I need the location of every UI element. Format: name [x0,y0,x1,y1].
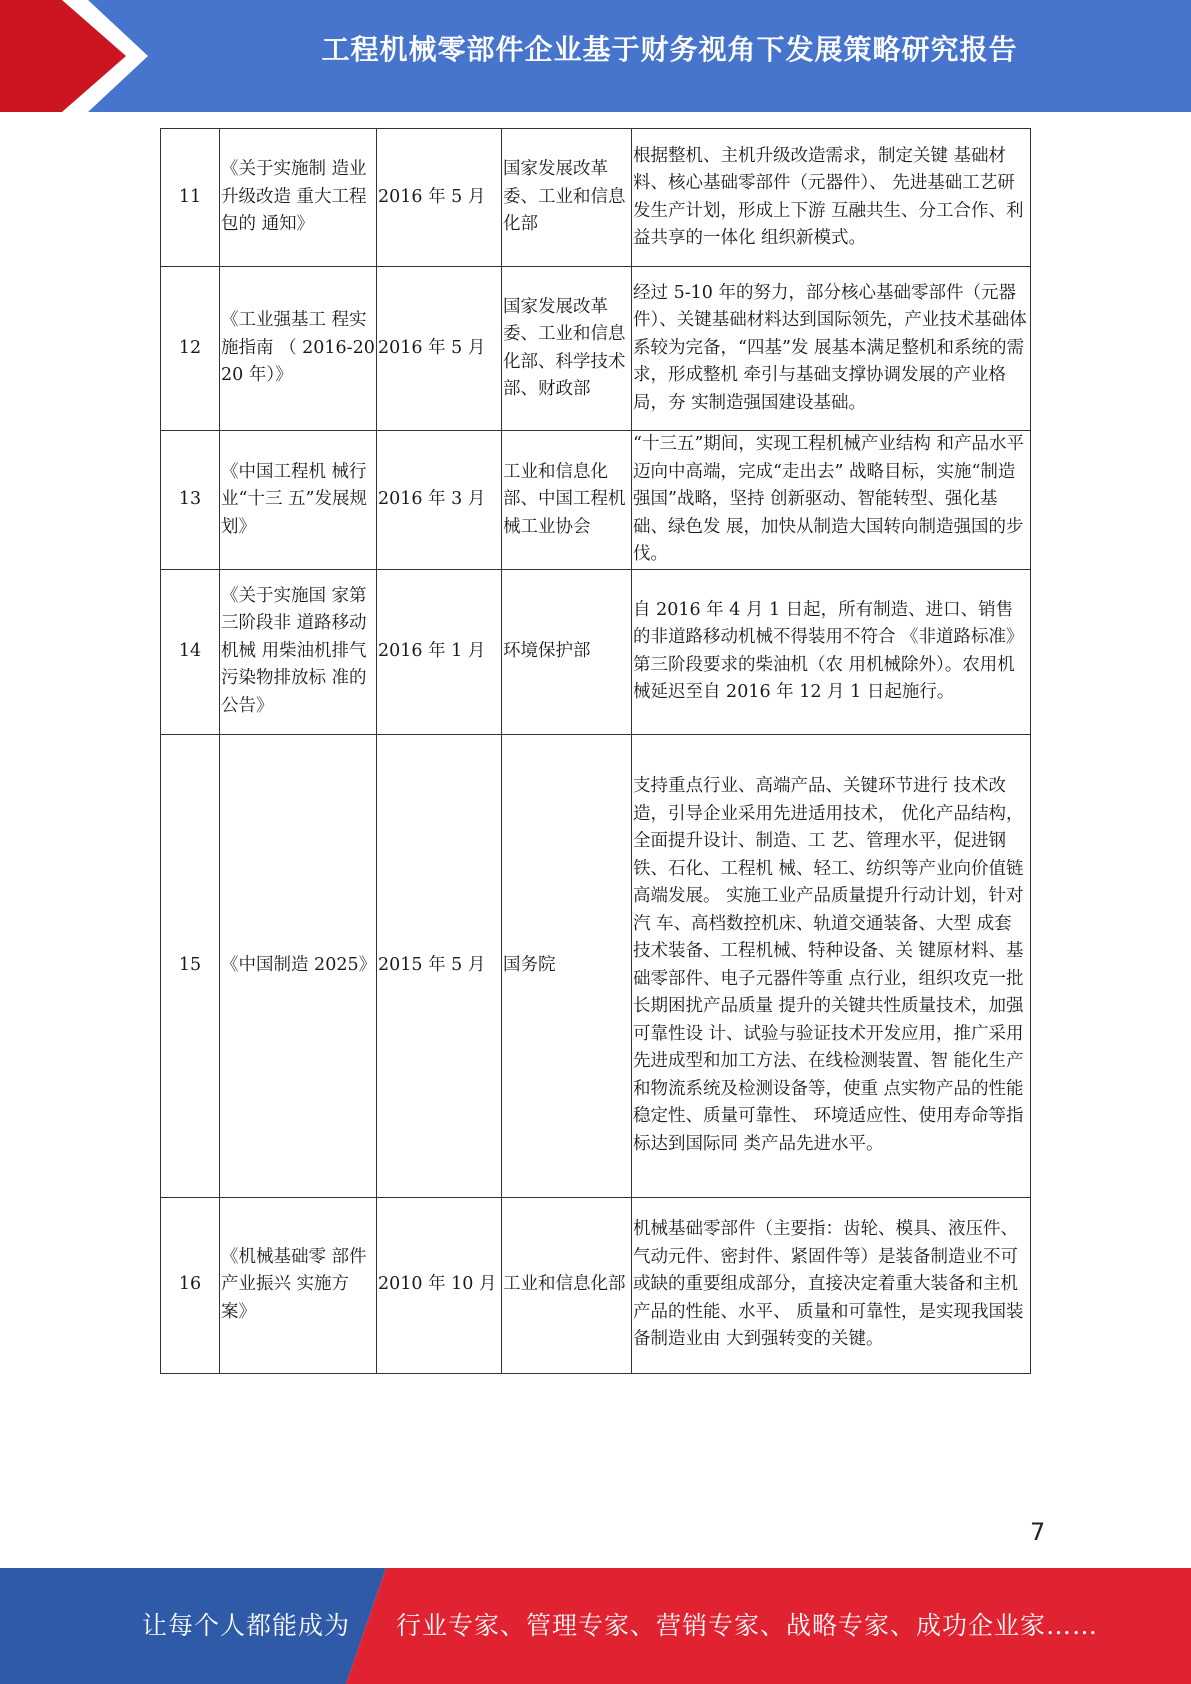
table-row [161,569,1031,734]
page-number: 7 [1030,1518,1046,1546]
document-title: 工程机械零部件企业基于财务视角下发展策略研究报告 [321,33,1018,66]
table-row [161,734,1031,1197]
policy-name: 《机械基础零 部件产业振兴 实施方案》 [220,1197,377,1373]
issuing-department: 国家发展改革委、工业和信息化部、科学技术部、财政部 [502,267,632,431]
row-number: 12 [161,267,220,431]
policy-content: 支持重点行业、高端产品、关键环节进行 技术改造，引导企业采用先进适用技术， 优化产品结构，全面提升设计、制造、工 艺、管理水平，促进钢铁、石化、工程机 械、轻工、纺织等产业向价值链高端发展。 实施工业产品质量提升行动计划，针对汽 车、高档数控机床、轨道交通装备、大型 成套技术装备、工程机械、特种设备、关 键原材料、基础零部件、电子元器件等重 点行业，组织攻克一批长期困扰产品质量 提升的关键共性质量技术，加强可靠性设 计、试验与验证技术开发应用，推广采用 先进成型和加工方法、在线检测装置、智 能化生产和物流系统及检测设备等，使重 点实物产品的性能稳定性、质量可靠性、 环境适应性、使用寿命等指标达到国际同 类产品先进水平。 [632,734,1031,1197]
issuing-department: 国家发展改革委、工业和信息化部 [502,129,632,267]
policy-content: 自 2016 年 4 月 1 日起，所有制造、进口、销售的非道路移动机械不得装用不符合 《非道路标准》第三阶段要求的柴油机（农 用机械除外）。农用机械延迟至自 2016 年 12 月 1 日起施行。 [632,569,1031,734]
policy-content: 根据整机、主机升级改造需求，制定关键 基础材料、核心基础零部件（元器件）、 先进基础工艺研发生产计划，形成上下游 互融共生、分工合作、利益共享的一体化 组织新模式。 [632,129,1031,267]
issue-date: 2015 年 5 月 [377,734,502,1197]
issue-date: 2010 年 10 月 [377,1197,502,1373]
table-row [161,129,1031,267]
page-header [0,0,1191,112]
issuing-department: 工业和信息化部 [502,1197,632,1373]
page-footer [0,1568,1191,1684]
issuing-department: 工业和信息化部、中国工程机械工业协会 [502,431,632,570]
issue-date: 2016 年 5 月 [377,129,502,267]
table-row [161,267,1031,431]
policy-name: 《关于实施制 造业升级改造 重大工程包的 通知》 [220,129,377,267]
issue-date: 2016 年 3 月 [377,431,502,570]
footer-slogan-right: 行业专家、管理专家、营销专家、战略专家、成功企业家…… [396,1611,1099,1640]
policy-name: 《中国工程机 械行业“十三 五”发展规划》 [220,431,377,570]
issuing-department: 国务院 [502,734,632,1197]
table-row [161,1197,1031,1373]
row-number: 11 [161,129,220,267]
table-row [161,431,1031,570]
policy-content: “十三五”期间，实现工程机械产业结构 和产品水平迈向中高端，完成“走出去” 战略目标，实施“制造强国”战略，坚持 创新驱动、智能转型、强化基础、绿色发 展，加快从制造大国转向制造强国的步伐。 [632,431,1031,570]
policy-content: 经过 5-10 年的努力，部分核心基础零部件（元器件）、关键基础材料达到国际领先，产业技术基础体系较为完备，“四基”发 展基本满足整机和系统的需求，形成整机 牵引与基础支撑协调发展的产业格局，夯 实制造强国建设基础。 [632,267,1031,431]
issue-date: 2016 年 5 月 [377,267,502,431]
row-number: 13 [161,431,220,570]
issuing-department: 环境保护部 [502,569,632,734]
row-number: 16 [161,1197,220,1373]
policy-name: 《关于实施国 家第三阶段非 道路移动机械 用柴油机排气 污染物排放标 准的公告》 [220,569,377,734]
footer-slogan-left: 让每个人都能成为 [142,1611,351,1640]
row-number: 14 [161,569,220,734]
issue-date: 2016 年 1 月 [377,569,502,734]
policy-name: 《工业强基工 程实施指南 （ 2016-2020 年）》 [220,267,377,431]
policy-name: 《中国制造 2025》 [220,734,377,1197]
row-number: 15 [161,734,220,1197]
policy-table [160,128,1031,1374]
policy-content: 机械基础零部件（主要指：齿轮、模具、液压件、气动元件、密封件、紧固件等）是装备制造业不可或缺的重要组成部分，直接决定着重大装备和主机产品的性能、水平、 质量和可靠性，是实现我国装备制造业由 大到强转变的关键。 [632,1197,1031,1373]
